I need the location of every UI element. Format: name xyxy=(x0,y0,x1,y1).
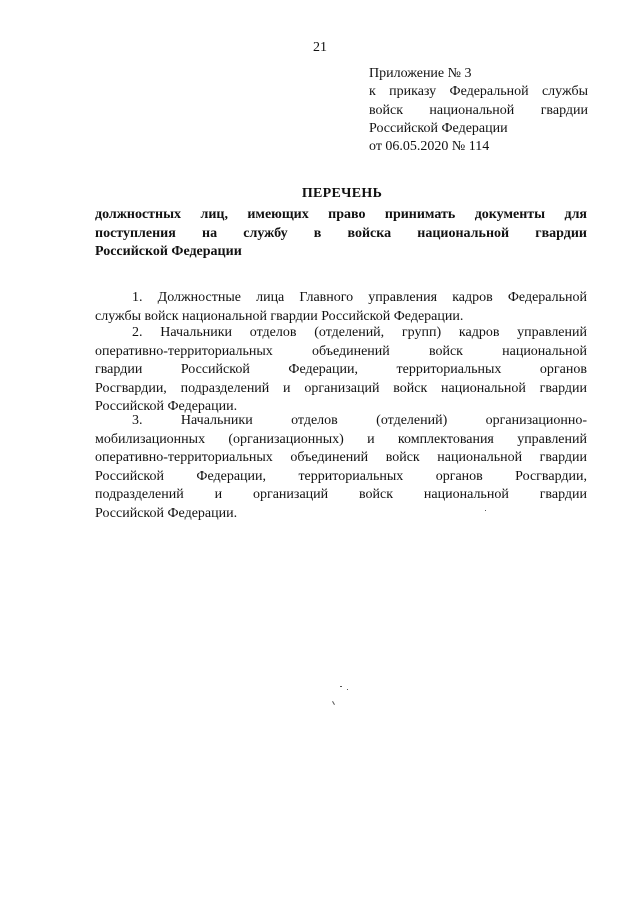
subtitle-line: Российской Федерации xyxy=(95,244,242,259)
appendix-line: к приказу Федеральной службы xyxy=(369,84,588,100)
appendix-line: от 06.05.2020 № 114 xyxy=(369,139,490,155)
document-subtitle xyxy=(95,206,587,262)
list-item-2 xyxy=(95,324,587,417)
paragraph-line: 1. Должностные лица Главного управления кадров Федеральной xyxy=(132,290,587,305)
scan-speck xyxy=(485,510,486,511)
appendix-line: Российской Федерации xyxy=(369,120,508,136)
appendix-line: войск национальной гвардии xyxy=(369,102,588,118)
list-item-1 xyxy=(95,289,587,326)
paragraph-line: Росгвардии, подразделений и организаций войск национальной гвардии xyxy=(95,380,587,396)
paragraph-line: 3. Начальники отделов (отделений) организационно- xyxy=(132,413,587,428)
scan-speck xyxy=(347,689,348,690)
scan-speck xyxy=(340,686,342,687)
paragraph-line: службы войск национальной гвардии Российской Федерации. xyxy=(95,308,464,324)
appendix-line: Приложение № 3 xyxy=(369,66,472,81)
scan-speck xyxy=(332,701,335,705)
list-item-3 xyxy=(95,412,587,523)
paragraph-line: оперативно-территориальных объединений войск национальной xyxy=(95,343,587,359)
paragraph-line: подразделений и организаций войск национальной гвардии xyxy=(95,487,587,502)
subtitle-line: поступления на службу в войска национальной гвардии xyxy=(95,225,587,241)
subtitle-line: должностных лиц, имеющих право принимать документы для xyxy=(95,207,587,222)
paragraph-line: Российской Федерации. xyxy=(95,399,238,414)
paragraph-line: Российской Федерации, территориальных органов Росгвардии, xyxy=(95,468,587,484)
appendix-block xyxy=(369,65,588,156)
paragraph-line: 2. Начальники отделов (отделений, групп) кадров управлений xyxy=(132,325,587,340)
paragraph-line: гвардии Российской Федерации, территориальных органов xyxy=(95,362,587,377)
page-number: 21 xyxy=(313,40,327,55)
document-title: ПЕРЕЧЕНЬ xyxy=(301,186,383,201)
paragraph-line: мобилизационных (организационных) и комплектования управлений xyxy=(95,431,587,447)
paragraph-line: Российской Федерации. xyxy=(95,505,238,521)
paragraph-line: оперативно-территориальных объединений войск национальной гвардии xyxy=(95,450,587,465)
